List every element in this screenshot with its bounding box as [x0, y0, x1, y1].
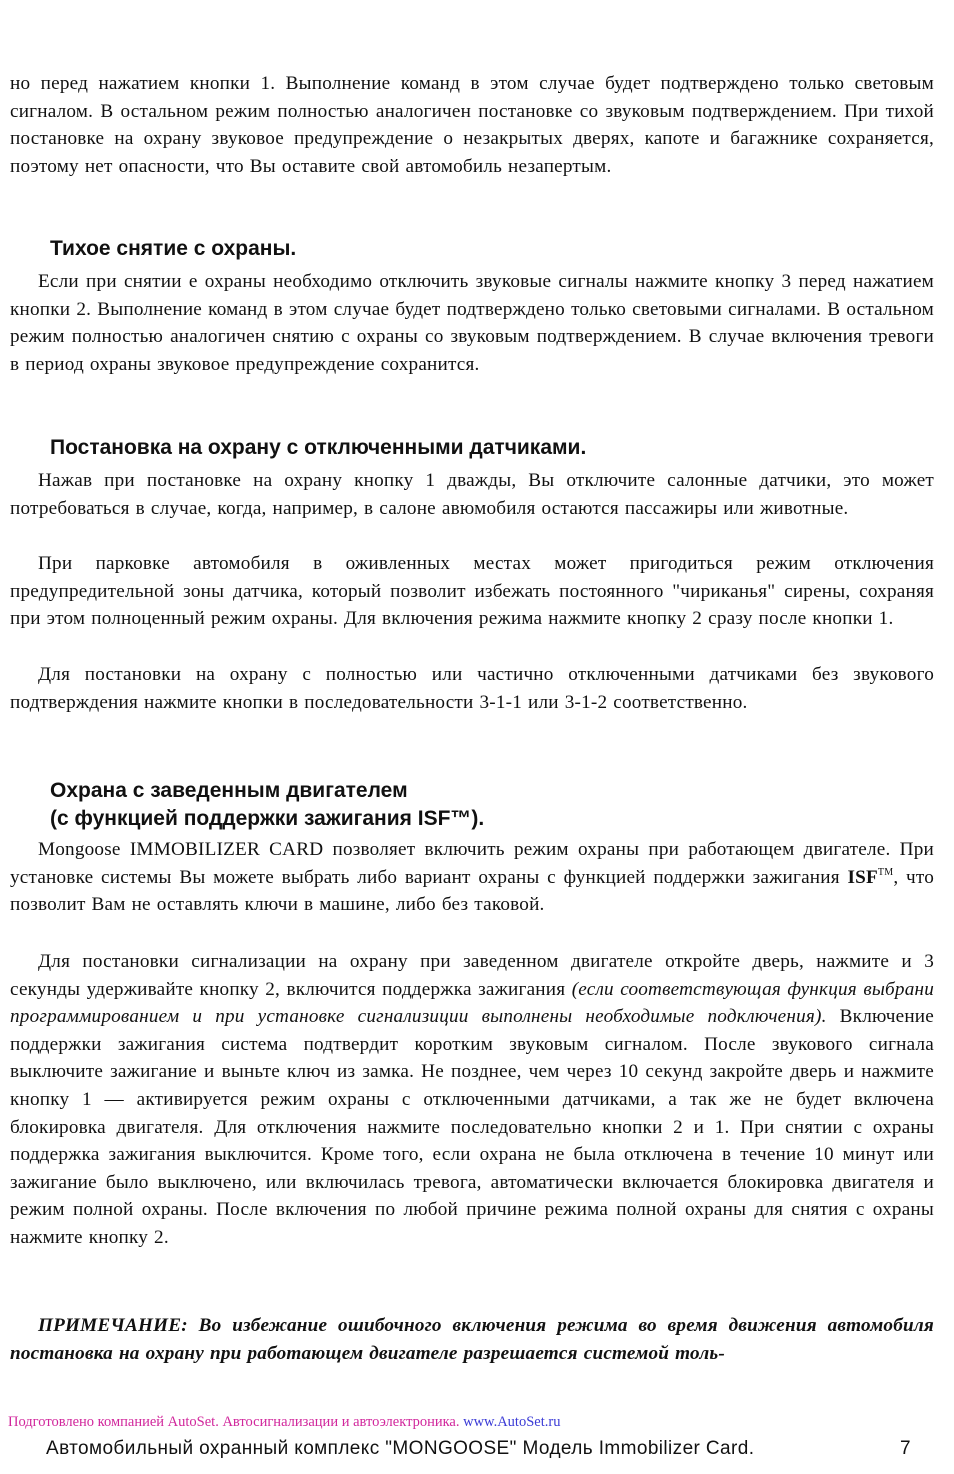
engine-p1-text-b: , что позволит Вам не оставлять ключи в машине, либо без таковой. [10, 866, 934, 916]
credit-url[interactable]: www.AutoSet.ru [463, 1414, 561, 1430]
isf-label: ISF [847, 866, 878, 888]
page-number: 7 [900, 1438, 911, 1459]
credit-text: Подготовлено компанией AutoSet. Автосигнализации и автоэлектроника. [8, 1414, 460, 1430]
footer-title: Автомобильный охранный комплекс "MONGOOSE" Модель Immobilizer Card. [46, 1438, 755, 1459]
heading-engine-running-line1: Охрана с заведенным двигателем [50, 779, 408, 802]
sensors-off-paragraph-2: При парковке автомобиля в оживленных местах может пригодиться режим отключения предупредительной зоны датчика, который позволит избежать постоянного "чириканья" сирены, сохраняя при этом полноценный режим охраны. Для включения режима нажмите кнопку 2 сразу после кнопки 1. [10, 553, 934, 630]
silent-disarm-paragraph: Если при снятии е охраны необходимо отключить звуковые сигналы нажмите кнопку 3 перед нажатием кнопки 2. Выполнение команд в этом случае будет подтверждено только световыми сигналами. В остальном режим полностью аналогичен снятию с охраны со звуковым подтверждением. В случае включения тревоги в период охраны звуковое предупреждение сохранится. [10, 271, 934, 375]
engine-p2-text-b: Включение поддержки зажигания система подтвердит коротким звуковым сигналом. После звукового сигнала выключите зажигание и выньте ключ из замка. Не позднее, чем через 10 секунд закройте дверь и нажмите кнопку 1 — активируется режим охраны с отключенными датчиками, а так же не будет включена блокировка двигателя. Для отключения нажмите последовательно кнопки 2 и 1. При снятии с охраны поддержка зажигания выключится. Кроме того, если охрана не была отключена в течение 10 минут или зажигание было выключено, или включилась тревога, автоматически включается блокировка двигателя и режим полной охраны. После включения по любой причине режима полной охраны для снятия с охраны нажмите кнопку 2. [10, 1006, 934, 1248]
engine-p2-italic-note: (если соответствующая функция выбрани программированием и при установке сигнализиции выполнены необходимые подключения). [10, 978, 934, 1028]
engine-running-paragraph-1 [10, 836, 934, 919]
engine-running-paragraph-2 [10, 948, 934, 1252]
note-paragraph: ПРИМЕЧАНИЕ: Во избежание ошибочного включения режима во время движения автомобиля постановка на охрану при работающем двигателе разрешается системой толь- [10, 1315, 934, 1364]
trademark-sup: TM [877, 866, 894, 878]
credit-line [8, 1413, 560, 1431]
engine-p2-text-a: Для постановки сигнализации на охрану при заведенном двигателе откройте дверь, нажмите и 3 секунды удерживайте кнопку 2, включится поддержка зажигания [10, 951, 934, 1000]
heading-sensors-off: Постановка на охрану с отключенными датчиками. [50, 436, 587, 459]
sensors-off-paragraph-3: Для постановки на охрану с полностью или частично отключенными датчиками без звукового подтверждения нажмите кнопки в последовательности 3-1-1 или 3-1-2 соответственно. [10, 664, 934, 713]
engine-p1-text-a: Mongoose IMMOBILIZER CARD позволяет включить режим охраны при работающем двигателе. При установке системы Вы можете выбрать либо вариант охраны с функцией поддержки зажигания [10, 839, 934, 888]
heading-engine-running-line2: (с функцией поддержки зажигания ISF™). [50, 807, 485, 830]
sensors-off-paragraph-1: Нажав при постановке на охрану кнопку 1 дважды, Вы отключите салонные датчики, это может потребоваться в случае, когда, например, в салоне авюмобиля остаются пассажиры или животные. [10, 470, 934, 519]
intro-paragraph: но перед нажатием кнопки 1. Выполнение команд в этом случае будет подтверждено только световым сигналом. В остальном режим полностью аналогичен постановке со звуковым подтверждением. При тихой постановке на охрану звуковое предупреждение о незакрытых дверях, капоте и багажнике сохраняется, поэтому нет опасности, что Вы оставите свой автомобиль незапертым. [10, 73, 934, 177]
heading-silent-disarm: Тихое снятие с охраны. [50, 237, 297, 260]
